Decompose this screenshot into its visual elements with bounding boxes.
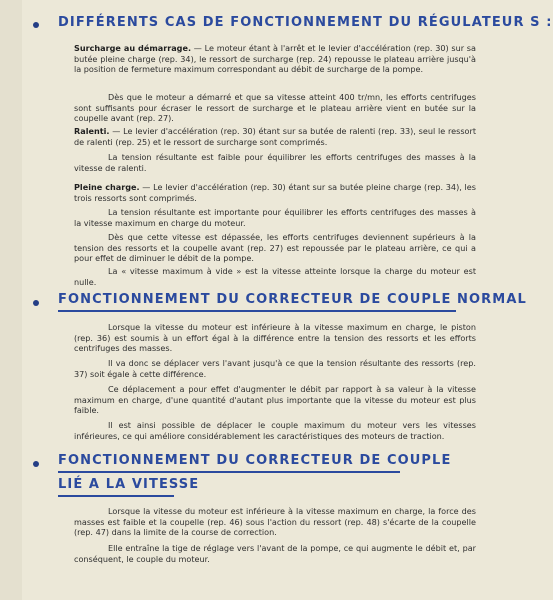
section-bullet [33,300,39,306]
paragraph-ralenti [74,126,476,147]
section-heading-correcteur-vitesse: FONCTIONNEMENT DU CORRECTEUR DE COUPLE [58,453,452,468]
text-ralenti: — Le levier d'accélération (rep. 30) étant sur sa butée de ralenti (rep. 33), seul le ressort de ralenti (rep. 25) et le ressort de surcharge sont comprimés. [74,126,476,147]
paragraph-surcharge-2: Dès que le moteur a démarré et que sa vitesse atteint 400 tr/mn, les efforts centrifuges sont suffisants pour écraser le ressort de surcharge et le plateau arrière vient en butée sur la coupelle avant (rep. 27). [74,92,476,123]
paragraph-correcteur-2: Il va donc se déplacer vers l'avant jusqu'à ce que la tension résultante des ressorts (rep. 37) soit égale à cette différence. [74,358,476,379]
heading-underline [58,471,400,473]
paragraph-pleine-charge [74,182,476,203]
page-margin-strip [0,0,22,600]
paragraph-surcharge [74,43,476,75]
lead-surcharge: Surcharge au démarrage. [74,43,192,53]
heading-underline [58,310,456,312]
text-surcharge: — Le moteur étant à l'arrêt et le levier d'accélération (rep. 30) sur sa butée pleine charge (rep. 34), le ressort de surcharge (rep. 24) repousse le plateau arrière jusqu'à la position de fermeture maximum correspondant au débit de surcharge de la pompe. [74,43,476,74]
section-heading-correcteur-normal: FONCTIONNEMENT DU CORRECTEUR DE COUPLE NORMAL [58,292,527,307]
paragraph-correcteur-4: Il est ainsi possible de déplacer le couple maximum du moteur vers les vitesses inférieures, ce qui améliore considérablement les caractéristiques des moteurs de traction. [74,420,476,441]
paragraph-ralenti-2: La tension résultante est faible pour équilibrer les efforts centrifuges des masses à la vitesse de ralenti. [74,152,476,173]
section-heading-correcteur-vitesse-2: LIÉ A LA VITESSE [58,477,200,492]
lead-ralenti: Ralenti. [74,126,110,136]
text-pleine-charge: — Le levier d'accélération (rep. 30) étant sur sa butée pleine charge (rep. 34), les trois ressorts sont comprimés. [74,182,476,203]
paragraph-vitesse-2: Elle entraîne la tige de réglage vers l'avant de la pompe, ce qui augmente le débit et, par conséquent, le couple du moteur. [74,543,476,564]
section-bullet [33,461,39,467]
paragraph-vitesse-1: Lorsque la vitesse du moteur est inférieure à la vitesse maximum en charge, la force des masses est faible et la coupelle (rep. 46) sous l'action du ressort (rep. 48) s'écarte de la coupelle (rep. 47) dans la limite de la course de correction. [74,506,476,537]
heading-underline [58,495,174,497]
lead-pleine-charge: Pleine charge. [74,182,140,192]
paragraph-pleine-charge-2: La tension résultante est importante pour équilibrer les efforts centrifuges des masses à la vitesse maximum en charge du moteur. [74,207,476,228]
paragraph-pleine-charge-4: La « vitesse maximum à vide » est la vitesse atteinte lorsque la charge du moteur est nulle. [74,266,476,287]
section-bullet [33,22,39,28]
paragraph-pleine-charge-3: Dès que cette vitesse est dépassée, les efforts centrifuges deviennent supérieurs à la tension des ressorts et la coupelle avant (rep. 27) est repoussée par le plateau arrière, ce qui a pour effet de diminuer le débit de la pompe. [74,232,476,263]
paragraph-correcteur-1: Lorsque la vitesse du moteur est inférieure à la vitesse maximum en charge, le piston (rep. 36) est soumis à un effort égal à la différence entre la tension des ressorts et les efforts centrifuges des masses. [74,322,476,353]
section-heading-regulateur: DIFFÉRENTS CAS DE FONCTIONNEMENT DU RÉGULATEUR S : [58,15,553,30]
paragraph-correcteur-3: Ce déplacement a pour effet d'augmenter le débit par rapport à sa valeur à la vitesse maximum en charge, d'une quantité d'autant plus importante que la vitesse du moteur est plus faible. [74,384,476,415]
